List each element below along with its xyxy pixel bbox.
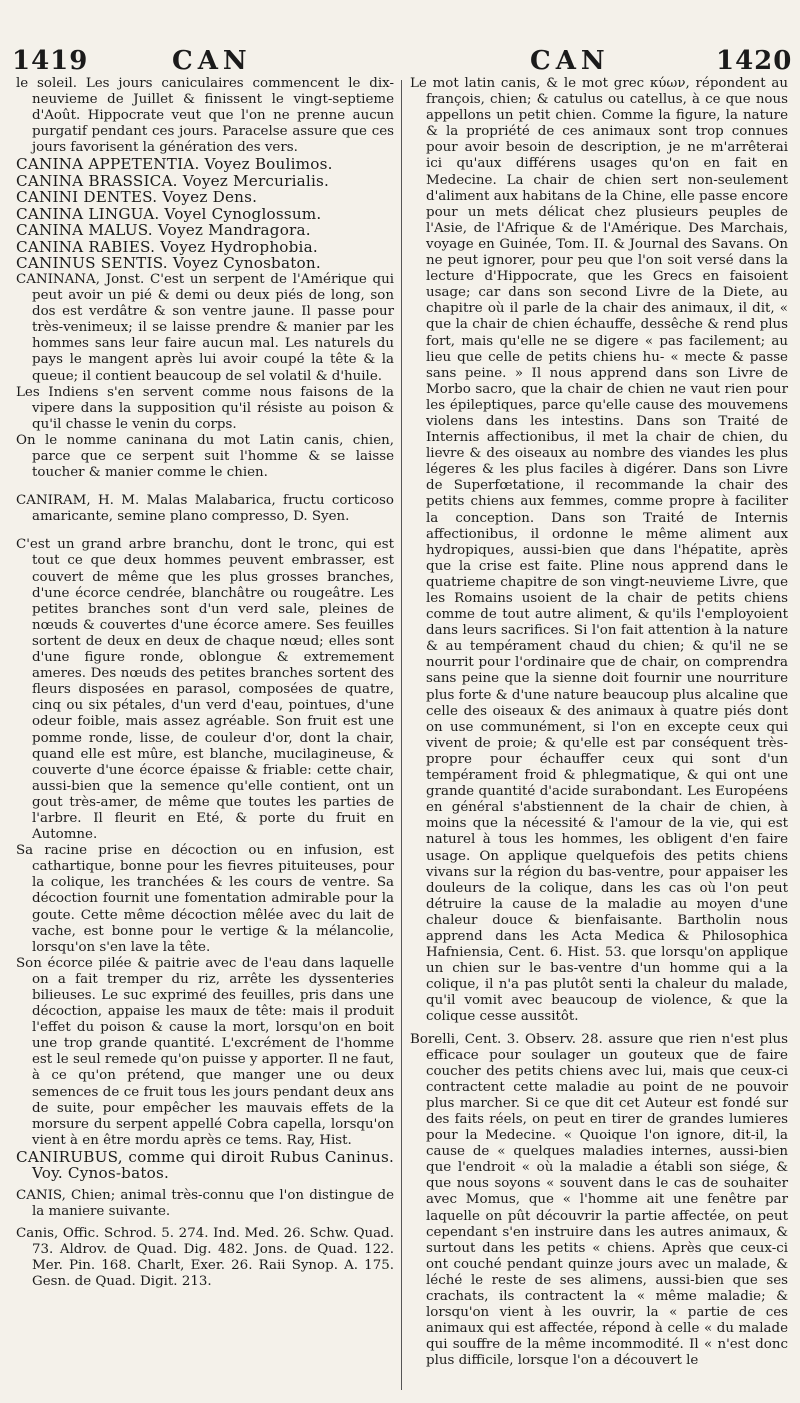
- paragraph: Sa racine prise en décoction ou en infusion, est cathartique, bonne pour les fievres pituiteuses, pour la colique, les tranchées & les cours de ventre. Sa décoction fournit une fomentation admirable pour la goute. Cette même décoction mêlée avec du lait de vache, est bonne pour le vertige & la mélancolie, lorsqu'on s'en lave la tête.: [16, 843, 394, 955]
- right-column: [410, 76, 788, 1370]
- paragraph: Son écorce pilée & paitrie avec de l'eau dans laquelle on a fait tremper du riz, arrête les dyssenteries bilieuses. Le suc exprimé des feuilles, pris dans une décoction, appaise les maux de tête: mais il produit l'effet du poison & cause la mort, lorsqu'on en boit une trop grande quantité. L'excrément de l'homme est le seul remede qu'on puisse y apporter. Il ne faut, à ce qu'on prétend, que manger une ou deux semences de ce fruit tous les jours pendant deux ans de suite, pour empêcher les mauvais effets de la morsure du serpent appellé Cobra capella, lorsqu'on vient à en être mordu après ce tems. Ray, Hist.: [16, 955, 394, 1148]
- left-column: [16, 76, 394, 1291]
- dictionary-entry: CANINA RABIES. Voyez Hydrophobia.: [16, 237, 318, 256]
- spacer: [16, 481, 394, 493]
- paragraph: Les Indiens s'en servent comme nous faisons de la vipere dans la supposition qu'il résiste au poison & qu'il chasse le venin du corps.: [16, 384, 394, 432]
- page-number-left: 1419: [12, 46, 89, 76]
- dictionary-entry: CANINA APPETENTIA. Voyez Boulimos.: [16, 155, 333, 174]
- dictionary-entry-caninana: CANINANA, Jonst. C'est un serpent de l'Amérique qui peut avoir un pié & demi ou deux piés de long, son dos est verdâtre & son ventre jaune. Il passe pour très-venimeux; il se laisse prendre & manier par les hommes sans leur faire aucun mal. Les naturels du pays le mangent après lui avoir coupé la tête & la queue; il contient beaucoup de sel volatil & d'huile.: [16, 271, 394, 384]
- spacer: [16, 525, 394, 537]
- dictionary-entry-caniram: CANIRAM, H. M. Malas Malabarica, fructu corticoso amaricante, semine plano compresso, D. Syen.: [16, 493, 394, 525]
- running-head-right: CAN: [530, 46, 610, 76]
- column-rule: [401, 80, 402, 1390]
- paragraph: On le nomme caninana du mot Latin canis, chien, parce que ce serpent suit l'homme & se laisse toucher & manier comme le chien.: [16, 432, 394, 481]
- running-head-left: CAN: [172, 46, 252, 76]
- dictionary-entry-canis: CANIS, Chien; animal très-connu que l'on distingue de la maniere suivante.: [16, 1187, 394, 1220]
- dictionary-entry-canirubus: CANIRUBUS, comme qui diroit Rubus Caninus. Voy. Cynos-batos.: [16, 1147, 394, 1183]
- page-number-right: 1420: [716, 46, 793, 76]
- paragraph: Borelli, Cent. 3. Observ. 28. assure que rien n'est plus efficace pour soulager un gouteux que de faire coucher des petits chiens avec lui, mais que ceux-ci contractent cette maladie au point de ne pouvoir plus marcher. Si ce que dit cet Auteur est fondé sur des faits réels, on peut en tirer de grandes lumieres pour la Medecine. « Quoique l'on ignore, dit-il, la cause de « quelques maladies internes, aussi-bien que l'endroit « où la maladie a établi son siége, & que nous soyons « souvent dans le cas de souhaiter avec Momus, que « l'homme ait une fenêtre par laquelle on pût découvrir la partie affectée, on peut cependant s'en instruire dans les autres animaux, & surtout dans les petits « chiens. Après que ceux-ci ont couché pendant quinze jours avec un malade, & léché le reste de ses alimens, aussi-bien que ses crachats, ils contractent la « même maladie; & lorsqu'on vient à les ouvrir, la « partie de ces animaux qui est affectée, répond à celle « du malade qui souffre de la même incommodité. Il « n'est donc plus difficile, lorsque l'on a découvert le: [410, 1031, 788, 1369]
- paragraph: C'est un grand arbre branchu, dont le tronc, qui est tout ce que deux hommes peuvent embrasser, est couvert de même que les plus grosses branches, d'une écorce cendrée, blanchâtre ou rougeâtre. Les petites branches sont d'un verd sale, pleines de nœuds & couvertes d'une écorce amere. Ses feuilles sortent de deux en deux de chaque nœud; elles sont d'une figure ronde, oblongue & extremement ameres. Des nœuds des petites branches sortent des fleurs disposées en parasol, composées de quatre, cinq ou six pétales, d'un verd d'eau, pointues, d'une odeur foible, mais assez agréable. Son fruit est une pomme ronde, lisse, de couleur d'or, dont la chair, quand elle est mûre, est blanche, mucilagineuse, & couverte d'une écorce épaisse & friable: cette chair, aussi-bien que la semence qu'elle contient, ont un gout très-amer, de même que toutes les parties de l'arbre. Il fleurit en Eté, & porte du fruit en Automne.: [16, 537, 394, 843]
- dictionary-entry: CANINA LINGUA. Voyel Cynoglossum.: [16, 204, 322, 223]
- dictionary-entry: CANINI DENTES. Voyez Dens.: [16, 188, 258, 207]
- dictionary-entry: CANINUS SENTIS. Voyez Cynosbaton.: [16, 254, 321, 273]
- dictionary-entry: CANINA BRASSICA. Voyez Mercurialis.: [16, 171, 330, 190]
- dictionary-entry: CANINA MALUS. Voyez Mandragora.: [16, 221, 311, 240]
- paragraph: le soleil. Les jours caniculaires commencent le dix-neuvieme de Juillet & finissent le vingt-septieme d'Août. Hippocrate veut que l'on ne prenne aucun purgatif pendant ces jours. Paracelse assure que ces jours favorisent la génération des vers.: [16, 76, 394, 156]
- references: Canis, Offic. Schrod. 5. 274. Ind. Med. 26. Schw. Quad. 73. Aldrov. de Quad. Dig. 482. Jons. de Quad. 122. Mer. Pin. 168. Charlt, Exer. 26. Raii Synop. A. 175. Gesn. de Quad. Digit. 213.: [16, 1226, 394, 1290]
- paragraph: Le mot latin canis, & le mot grec κύων, répondent au françois, chien; & catulus ou catellus, à ce que nous appellons un petit chien. Comme la figure, la nature & la propriété de ces animaux sont trop connues pour avoir besoin de description, je ne m'arrêterai ici qu'aux différens usages qu'on en fait en Medecine. La chair de chien sert non-seulement d'aliment aux habitans de la Chine, elle passe encore pour un mets délicat chez plusieurs peuples de l'Asie, de l'Afrique & de l'Amérique. Des Marchais, voyage en Guinée, Tom. II. & Journal des Savans. On ne peut ignorer, pour peu que l'on soit versé dans la lecture d'Hippocrate, que les Grecs en faisoient usage; car dans son second Livre de la Diete, au chapitre où il parle de la chair des animaux, il dit, « que la chair de chien échauffe, dessêche & rend plus fort, mais qu'elle ne se digere « pas facilement; au lieu que celle de petits chiens hu- « mecte & passe sans peine. » Il nous apprend dans son Livre de Morbo sacro, que la chair de chien ne vaut rien pour les épileptiques, parce qu'elle cause des mouvemens violens dans les intestins. Dans son Traité de Internis affectionibus, il met la chair de chien, du lievre & des oiseaux au nombre des viandes les plus légeres & les plus faciles à digérer. Dans son Livre de Superfœtatione, il recommande la chair des petits chiens aux femmes, comme propre à faciliter la conception. Dans son Traité de Internis affectionibus, il ordonne le même aliment aux hydropiques, aussi-bien que dans l'hépatite, après que la crise est faite. Pline nous apprend dans le quatrieme chapitre de son vingt-neuvieme Livre, que les Romains usoient de la chair de petits chiens comme de tout autre aliment, & qu'ils l'employoient dans leurs sacrifices. Si l'on fait attention à la nature & au tempérament chaud du chien; & qu'il ne se nourrit pour l'ordinaire que de chair, on comprendra sans peine que la sienne doit fournir une nourriture plus forte & d'une nature beaucoup plus alcaline que celle des oiseaux & des animaux à quatre piés dont on use communément, si l'on en excepte ceux qui vivent de proie; & qu'elle est par conséquent très-propre pour échauffer ceux qui sont d'un tempérament froid & phlegmatique, & qui ont une grande quantité d'acide surabondant. Les Européens en général s'abstiennent de la chair de chien, à moins que la nécessité & l'amour de la vie, qui est naturel à tous les hommes, les obligent d'en faire usage. On applique quelquefois des petits chiens vivans sur la région du bas-ventre, pour appaiser les douleurs de la colique, dans les cas où l'on peut détruire la cause de la maladie au moyen d'une chaleur douce & bienfaisante. Bartholin nous apprend dans les Acta Medica & Philosophica Hafniensia, Cent. 6. Hist. 53. que lorsqu'on applique un chien sur le bas-ventre d'un homme qui a la colique, il n'a pas plutôt senti la chaleur du malade, qu'il vomit avec beaucoup de violence, & que la colique cesse aussitôt.: [410, 76, 788, 1025]
